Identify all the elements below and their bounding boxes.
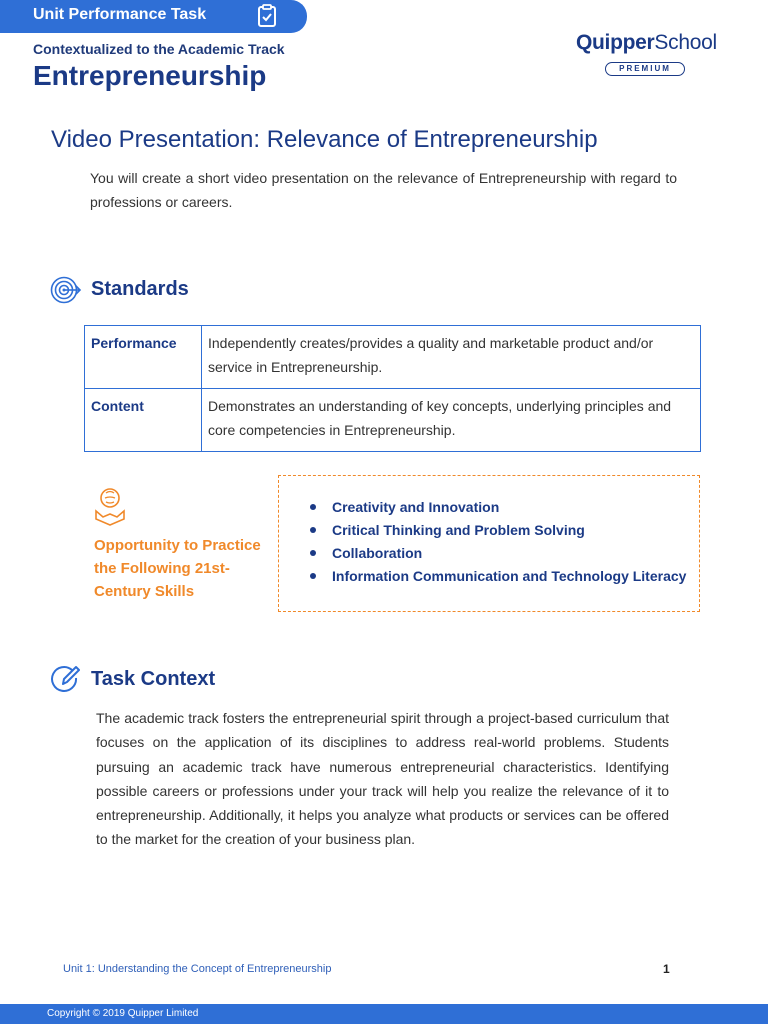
pencil-circle-icon: [50, 665, 80, 700]
standards-heading: Standards: [91, 278, 189, 300]
brand-name: QuipperSchool: [576, 31, 717, 54]
quipper-school-logo: [576, 31, 726, 81]
page-title: Entrepreneurship: [33, 60, 267, 91]
footer-bar: [0, 1004, 768, 1024]
target-icon: [50, 275, 82, 310]
page-number: 1: [663, 962, 670, 976]
bullet: [310, 504, 316, 510]
standard-text: Independently creates/provides a quality and marketable product and/or service in Entrepreneurship.: [202, 326, 701, 389]
list-item: Critical Thinking and Problem Solving: [310, 519, 686, 542]
list-item: Creativity and Innovation: [310, 496, 686, 519]
standard-label: Content: [85, 389, 202, 452]
bullet: [310, 527, 316, 533]
list-item: Collaboration: [310, 542, 686, 565]
clipboard-check-icon: [256, 4, 278, 33]
activity-intro: You will create a short video presentation on the relevance of Entrepreneurship with regard to professions or careers.: [90, 170, 677, 210]
task-context-body: The academic track fosters the entrepreneurial spirit through a project-based curriculum that focuses on the application of its disciplines to address real-world problems. Students pursuing an academic track have numerous entrepreneurial characteristics. Identifying possible careers or professions under your track will help you realize the relevance of it to entrepreneurship. Additionally, it helps you analyze what products or services can be offered to the market for the creation of your business plan.: [96, 710, 669, 848]
brain-hands-icon: [94, 487, 126, 532]
footer-unit-title: Unit 1: Understanding the Concept of Entrepreneurship: [63, 963, 332, 975]
skills-list: [310, 496, 686, 588]
table-row: [85, 326, 701, 389]
track-subtitle: Contextualized to the Academic Track: [33, 41, 285, 57]
unit-performance-task-tab: [0, 0, 307, 33]
skills-label: Opportunity to Practice the Following 21st-Century Skills: [94, 537, 261, 600]
copyright: Copyright © 2019 Quipper Limited: [47, 1008, 199, 1019]
bullet: [310, 550, 316, 556]
standard-label: Performance: [85, 326, 202, 389]
tab-label: Unit Performance Task: [33, 6, 207, 23]
activity-title: Video Presentation: Relevance of Entrepreneurship: [51, 126, 598, 153]
task-context-heading: Task Context: [91, 668, 216, 690]
standards-table: [84, 325, 701, 452]
bullet: [310, 573, 316, 579]
list-item: Information Communication and Technology Literacy: [310, 565, 686, 588]
table-row: [85, 389, 701, 452]
premium-badge: PREMIUM: [605, 62, 685, 76]
standard-text: Demonstrates an understanding of key concepts, underlying principles and core competencies in Entrepreneurship.: [202, 389, 701, 452]
